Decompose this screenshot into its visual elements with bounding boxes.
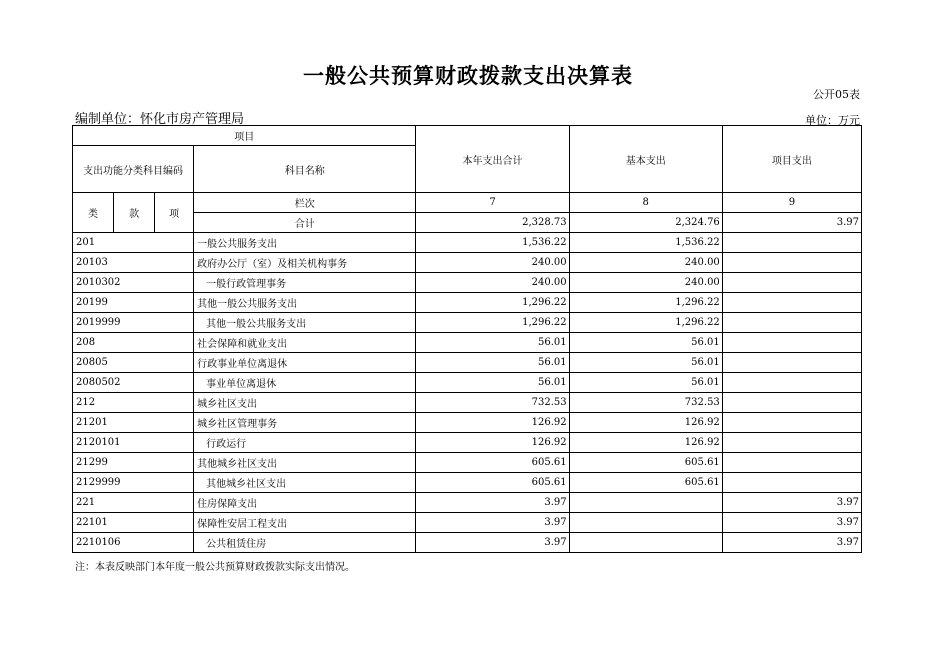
row-basic: 1,296.22 — [569, 313, 722, 333]
header-total: 本年支出合计 — [416, 126, 569, 193]
form-number: 公开05表 — [813, 88, 860, 101]
row-project — [722, 453, 861, 473]
row-code: 20199 — [73, 293, 194, 313]
table-row — [73, 513, 862, 533]
row-basic: 56.01 — [569, 373, 722, 393]
row-basic: 240.00 — [569, 273, 722, 293]
row-total: 605.61 — [416, 453, 569, 473]
header-col9: 9 — [722, 193, 861, 213]
row-basic: 1,536.22 — [569, 233, 722, 253]
table-row — [73, 293, 862, 313]
row-name: 其他一般公共服务支出 — [194, 313, 416, 333]
currency-unit: 单位：万元 — [805, 114, 860, 127]
row-basic: 126.92 — [569, 413, 722, 433]
table-row — [73, 233, 862, 253]
row-name: 公共租赁住房 — [194, 533, 416, 553]
header-lei: 类 — [73, 193, 114, 233]
row-code: 2010302 — [73, 273, 194, 293]
table-row — [73, 373, 862, 393]
table-row — [73, 393, 862, 413]
row-name: 其他城乡社区支出 — [194, 453, 416, 473]
table-row — [73, 273, 862, 293]
row-total: 126.92 — [416, 433, 569, 453]
header-col8: 8 — [569, 193, 722, 213]
row-code: 20103 — [73, 253, 194, 273]
row-basic — [569, 533, 722, 553]
row-total: 3.97 — [416, 513, 569, 533]
row-project: 3.97 — [722, 533, 861, 553]
page-title: 一般公共预算财政拨款支出决算表 — [303, 63, 633, 88]
row-basic: 56.01 — [569, 353, 722, 373]
row-project — [722, 233, 861, 253]
header-func-code: 支出功能分类科目编码 — [73, 146, 194, 193]
row-total: 56.01 — [416, 373, 569, 393]
row-project: 3.97 — [722, 493, 861, 513]
row-basic — [569, 513, 722, 533]
row-total: 3.97 — [416, 533, 569, 553]
row-name: 住房保障支出 — [194, 493, 416, 513]
row-code: 20805 — [73, 353, 194, 373]
row-basic: 605.61 — [569, 453, 722, 473]
row-code: 21299 — [73, 453, 194, 473]
row-total: 1,296.22 — [416, 293, 569, 313]
table-row — [73, 493, 862, 513]
row-project — [722, 353, 861, 373]
row-code: 201 — [73, 233, 194, 253]
row-basic: 56.01 — [569, 333, 722, 353]
row-total: 126.92 — [416, 413, 569, 433]
row-total: 605.61 — [416, 473, 569, 493]
row-name: 城乡社区支出 — [194, 393, 416, 413]
row-basic — [569, 493, 722, 513]
table-row — [73, 253, 862, 273]
row-basic: 126.92 — [569, 433, 722, 453]
row-code: 2210106 — [73, 533, 194, 553]
header-subject-name: 科目名称 — [194, 146, 416, 193]
row-total: 3.97 — [416, 493, 569, 513]
row-name: 保障性安居工程支出 — [194, 513, 416, 533]
table-row — [73, 333, 862, 353]
row-code: 2120101 — [73, 433, 194, 453]
row-code: 21201 — [73, 413, 194, 433]
row-project — [722, 373, 861, 393]
row-code: 22101 — [73, 513, 194, 533]
row-basic: 732.53 — [569, 393, 722, 413]
row-code: 221 — [73, 493, 194, 513]
row-name: 其他城乡社区支出 — [194, 473, 416, 493]
row-total: 240.00 — [416, 273, 569, 293]
row-name: 一般行政管理事务 — [194, 273, 416, 293]
row-total: 1,296.22 — [416, 313, 569, 333]
row-project — [722, 433, 861, 453]
row-name: 一般公共服务支出 — [194, 233, 416, 253]
row-code: 208 — [73, 333, 194, 353]
header-lanci: 栏次 — [194, 193, 416, 213]
row-name: 行政运行 — [194, 433, 416, 453]
row-code: 2080502 — [73, 373, 194, 393]
row-total: 56.01 — [416, 333, 569, 353]
row-project — [722, 293, 861, 313]
total-row-total: 2,328.73 — [416, 213, 569, 233]
table-row — [73, 413, 862, 433]
row-code: 2019999 — [73, 313, 194, 333]
row-project — [722, 273, 861, 293]
table-row — [73, 453, 862, 473]
row-project — [722, 473, 861, 493]
total-row-basic: 2,324.76 — [569, 213, 722, 233]
row-name: 城乡社区管理事务 — [194, 413, 416, 433]
row-name: 事业单位离退休 — [194, 373, 416, 393]
row-basic: 1,296.22 — [569, 293, 722, 313]
row-code: 2129999 — [73, 473, 194, 493]
row-total: 1,536.22 — [416, 233, 569, 253]
header-basic: 基本支出 — [569, 126, 722, 193]
row-basic: 240.00 — [569, 253, 722, 273]
table-row — [73, 313, 862, 333]
row-basic: 605.61 — [569, 473, 722, 493]
row-total: 56.01 — [416, 353, 569, 373]
row-project — [722, 413, 861, 433]
header-kuan: 款 — [114, 193, 155, 233]
total-row-project: 3.97 — [722, 213, 861, 233]
header-xiang: 项 — [155, 193, 194, 233]
row-project — [722, 253, 861, 273]
row-project: 3.97 — [722, 513, 861, 533]
row-project — [722, 313, 861, 333]
row-total: 240.00 — [416, 253, 569, 273]
row-total: 732.53 — [416, 393, 569, 413]
compiling-unit: 编制单位：怀化市房产管理局 — [75, 112, 245, 127]
row-name: 社会保障和就业支出 — [194, 333, 416, 353]
header-col7: 7 — [416, 193, 569, 213]
table-row — [73, 433, 862, 453]
table-row — [73, 533, 862, 553]
table-row — [73, 353, 862, 373]
footnote: 注：本表反映部门本年度一般公共预算财政拨款实际支出情况。 — [75, 562, 355, 573]
header-project-expense: 项目支出 — [722, 126, 861, 193]
row-code: 212 — [73, 393, 194, 413]
budget-table — [72, 125, 862, 553]
row-name: 政府办公厅（室）及相关机构事务 — [194, 253, 416, 273]
row-project — [722, 333, 861, 353]
header-project: 项目 — [73, 126, 416, 146]
row-name: 其他一般公共服务支出 — [194, 293, 416, 313]
row-name: 行政事业单位离退休 — [194, 353, 416, 373]
total-row-label: 合计 — [194, 213, 416, 233]
row-project — [722, 393, 861, 413]
table-row — [73, 473, 862, 493]
